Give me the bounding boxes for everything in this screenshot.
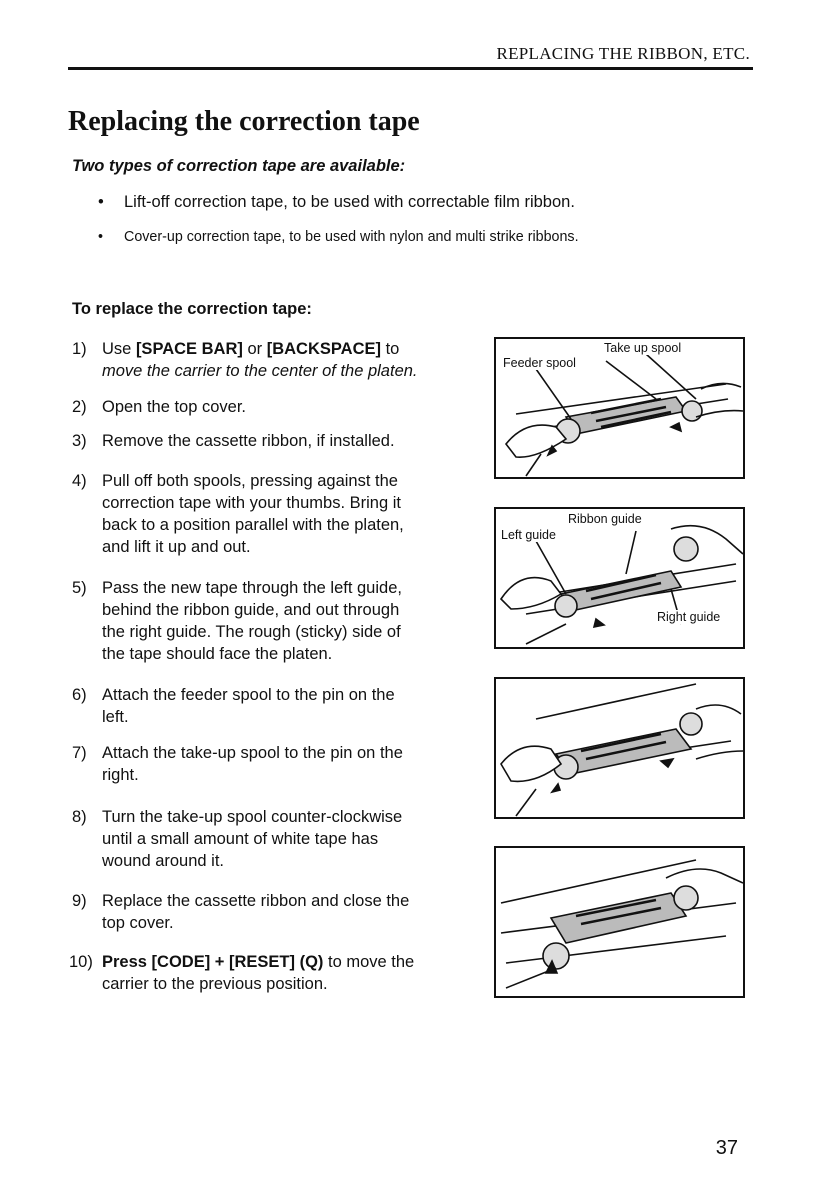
header-rule — [68, 67, 753, 70]
subheading: Two types of correction tape are available: — [72, 157, 406, 175]
step-number: 6) — [72, 686, 87, 704]
step-number: 10) — [69, 953, 93, 971]
step-number: 1) — [72, 340, 87, 358]
step-text: behind the ribbon guide, and out through — [102, 601, 400, 619]
step-text: move the carrier to the center of the platen. — [102, 362, 418, 380]
step-text: the right guide. The rough (sticky) side of — [102, 623, 401, 641]
step-text: Remove the cassette ribbon, if installed. — [102, 432, 395, 450]
page-number: 37 — [715, 1137, 738, 1159]
step-text: to move the — [323, 953, 415, 971]
step-text: correction tape with your thumbs. Bring it — [102, 494, 401, 512]
typewriter-illustration — [496, 848, 743, 996]
step-text: top cover. — [102, 914, 174, 932]
typewriter-illustration — [496, 679, 743, 817]
step-text: to — [381, 340, 400, 358]
label-right-guide: Right guide — [657, 610, 721, 624]
step-text: wound around it. — [102, 852, 225, 870]
running-header: REPLACING THE RIBBON, ETC. — [496, 44, 750, 63]
step-text: back to a position parallel with the platen, — [102, 516, 404, 534]
step-text: and lift it up and out. — [102, 538, 251, 556]
step-text: the tape should face the platen. — [102, 645, 333, 663]
bullet-item — [98, 193, 575, 212]
step-text: until a small amount of white tape has — [102, 830, 379, 848]
key-backspace: [BACKSPACE] — [266, 340, 382, 358]
step-number: 5) — [72, 579, 87, 597]
step-number: 2) — [72, 398, 87, 416]
step-number: 4) — [72, 472, 87, 490]
step-text: right. — [102, 766, 139, 784]
figure-attach-spools — [494, 677, 745, 819]
step-text: Pass the new tape through the left guide, — [102, 579, 402, 597]
figure-guides — [494, 507, 745, 649]
step-text: Use — [102, 340, 136, 358]
step-text: carrier to the previous position. — [102, 975, 328, 993]
steps-title: To replace the correction tape: — [72, 300, 312, 318]
label-feeder-spool: Feeder spool — [503, 356, 576, 370]
step-number: 9) — [72, 892, 87, 910]
bullet-item — [98, 229, 579, 245]
step-text: Attach the take-up spool to the pin on the — [102, 744, 403, 762]
bullet-mark: • — [98, 193, 104, 211]
step-text: Attach the feeder spool to the pin on the — [102, 686, 395, 704]
step-text: Replace the cassette ribbon and close the — [102, 892, 410, 910]
label-ribbon-guide: Ribbon guide — [568, 512, 642, 526]
key-space-bar: [SPACE BAR] — [135, 340, 243, 358]
figure-turn-take-up — [494, 846, 745, 998]
bullet-text: Lift-off correction tape, to be used with correctable film ribbon. — [124, 193, 575, 211]
bullet-mark: • — [98, 229, 104, 245]
step-text: left. — [102, 708, 129, 726]
step-text: or — [242, 340, 267, 358]
step-text: Open the top cover. — [102, 398, 247, 416]
label-left-guide: Left guide — [501, 528, 556, 542]
key-code-reset: Press [CODE] + [RESET] (Q) — [102, 953, 324, 971]
figure-take-up-feeder — [494, 337, 745, 479]
label-take-up-spool: Take up spool — [604, 341, 682, 355]
bullet-text: Cover-up correction tape, to be used with nylon and multi strike ribbons. — [124, 229, 579, 245]
step-number: 3) — [72, 432, 87, 450]
step-number: 8) — [72, 808, 87, 826]
step-number: 7) — [72, 744, 87, 762]
step-text: Pull off both spools, pressing against the — [102, 472, 398, 490]
step-text: Turn the take-up spool counter-clockwise — [102, 808, 403, 826]
section-heading: Replacing the correction tape — [68, 106, 420, 137]
